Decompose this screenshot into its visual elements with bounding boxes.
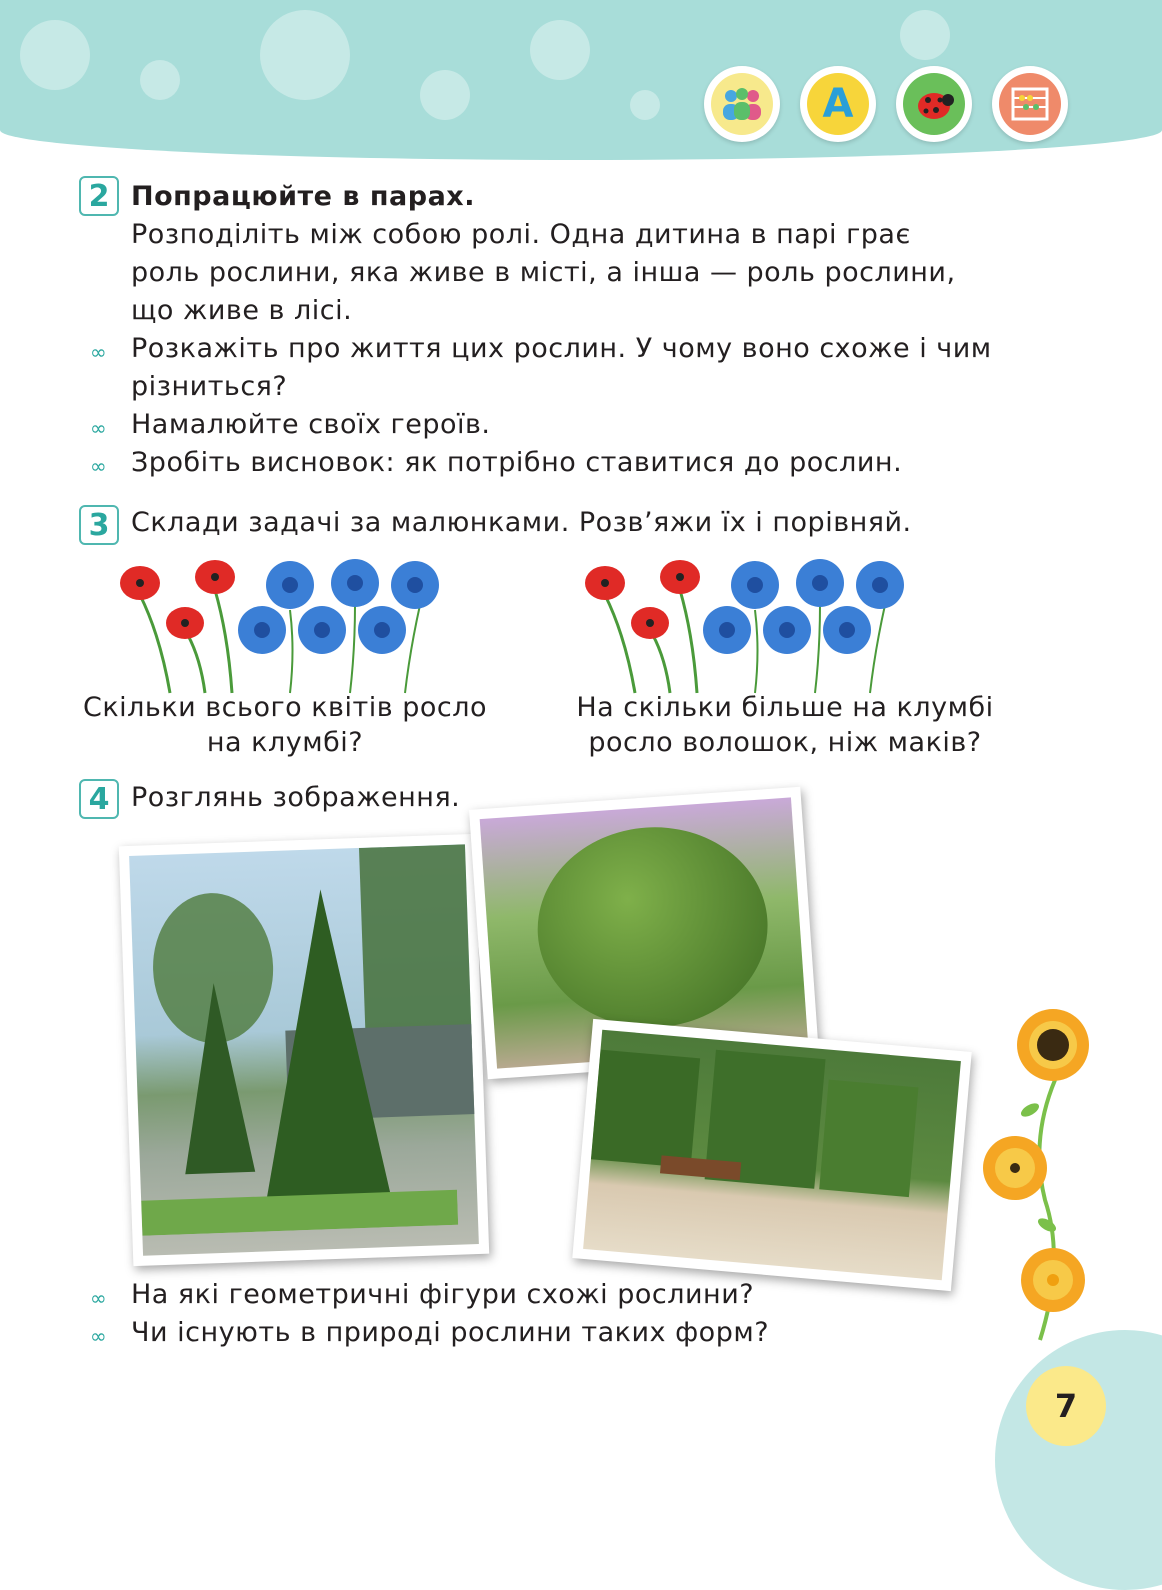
cornflower <box>266 561 314 609</box>
task-2-bullet: Розкажіть про життя цих рослин. У чому воно схоже і чим <box>131 333 992 364</box>
sunflower <box>1021 1248 1085 1312</box>
left-caption-line: Скільки всього квітів росло <box>83 692 487 723</box>
task-2-title: Попрацюйте в парах. <box>131 181 475 212</box>
abacus-icon <box>992 66 1068 142</box>
cornflower <box>763 606 811 654</box>
cornflower <box>703 606 751 654</box>
poppy-flower <box>166 607 204 639</box>
left-caption-line: на клумбі? <box>206 727 364 758</box>
poppy-flower <box>120 566 160 600</box>
task-4-bullet: Чи існують в природі рослини таких форм? <box>131 1317 770 1348</box>
cornflower <box>823 606 871 654</box>
ladybug-icon <box>896 66 972 142</box>
infinity-bullet-icon: ∞ <box>90 416 107 440</box>
right-caption <box>565 692 1005 758</box>
cornflower <box>238 606 286 654</box>
activity-icons <box>704 66 1068 142</box>
infinity-bullet-icon: ∞ <box>90 340 107 364</box>
task-number-3: 3 <box>79 505 119 545</box>
cone-topiary-photo <box>119 834 489 1266</box>
poppy-flower <box>660 560 700 594</box>
letter-a-label: A <box>822 81 854 127</box>
cornflower <box>298 606 346 654</box>
task-number-4: 4 <box>79 779 119 819</box>
cornflower <box>391 561 439 609</box>
sunflower <box>1017 1009 1089 1081</box>
task-2-bullet: Намалюйте своїх героїв. <box>131 409 491 440</box>
task-number-2: 2 <box>79 176 119 216</box>
infinity-bullet-icon: ∞ <box>90 1286 107 1310</box>
task-2-text-line: Розподіліть між собою ролі. Одна дитина в парі грає <box>131 219 911 250</box>
cornflower <box>796 559 844 607</box>
task-4-text: Розглянь зображення. <box>131 782 461 813</box>
cornflower <box>358 606 406 654</box>
task-3-text: Склади задачі за малюнками. Розв’яжи їх і порівняй. <box>131 507 912 538</box>
right-caption-line: На скільки більше на клумбі <box>576 692 994 723</box>
poppy-flower <box>195 560 235 594</box>
pairs-icon <box>704 66 780 142</box>
letter-a-icon <box>800 66 876 142</box>
cornflower <box>731 561 779 609</box>
cube-topiary-photo <box>572 1019 971 1291</box>
poppy-flower <box>631 607 669 639</box>
task-2-text-line: що живе в лісі. <box>131 295 353 326</box>
flowerbed-left-illustration <box>110 555 460 695</box>
cornflower <box>856 561 904 609</box>
left-caption <box>70 692 500 758</box>
sunflower <box>983 1136 1047 1200</box>
task-2-text-line: роль рослини, яка живе в місті, а інша — роль рослини, <box>131 257 956 288</box>
right-caption-line: росло волошок, ніж маків? <box>588 727 982 758</box>
task-2-bullet: Зробіть висновок: як потрібно ставитися до рослин. <box>131 447 903 478</box>
flowerbed-right-illustration <box>575 555 925 695</box>
infinity-bullet-icon: ∞ <box>90 454 107 478</box>
sunflowers-decoration <box>975 1000 1095 1360</box>
task-2-bullet-continuation: різниться? <box>131 371 288 402</box>
poppy-flower <box>585 566 625 600</box>
cornflower <box>331 559 379 607</box>
infinity-bullet-icon: ∞ <box>90 1324 107 1348</box>
task-4-bullet: На які геометричні фігури схожі рослини? <box>131 1279 755 1310</box>
page-number: 7 <box>1026 1366 1106 1446</box>
